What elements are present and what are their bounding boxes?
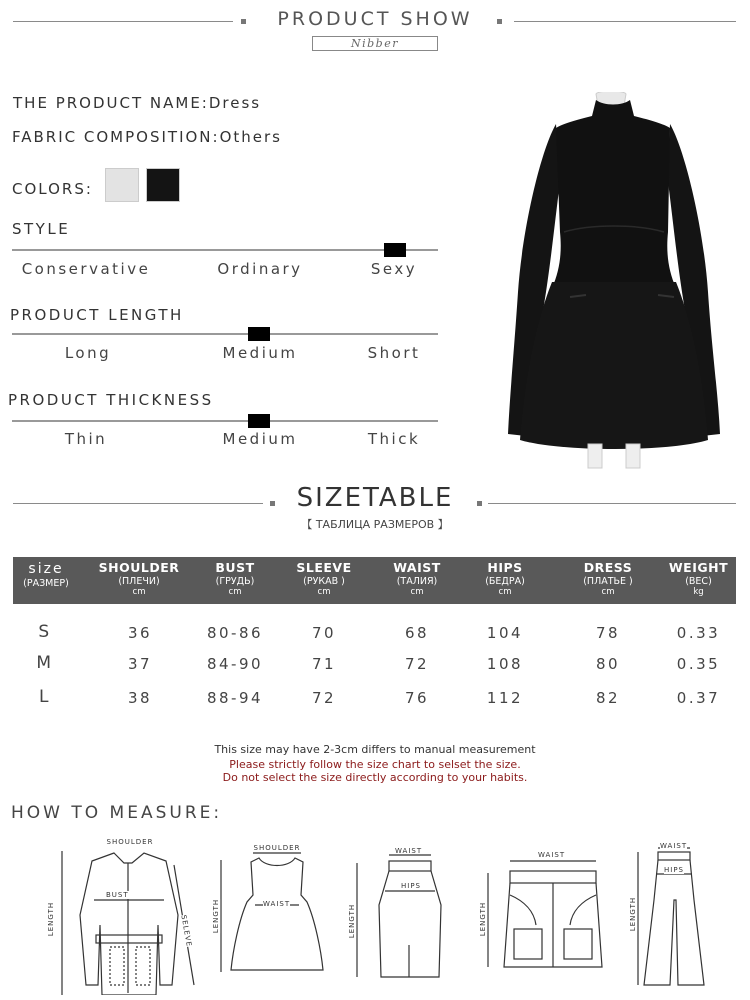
cell-waist: 68 [404, 624, 430, 642]
dress-shoulder-label: SHOULDER [253, 844, 301, 852]
fabric-row [12, 128, 282, 146]
product-name-value: Dress [208, 94, 262, 112]
header-cell-size: size (РАЗМЕР) [23, 561, 69, 589]
shorts-waist-label: WAIST [538, 851, 566, 859]
thickness-title: PRODUCT THICKNESS [8, 391, 214, 409]
note-follow-chart: Please strictly follow the size chart to selset the size. [229, 758, 521, 771]
cell-dress: 78 [595, 624, 621, 642]
size-table-header [13, 557, 736, 604]
pants-waist-label: WAIST [660, 842, 688, 850]
style-label-sexy: Sexy [370, 260, 418, 278]
header-rule-right [514, 21, 736, 22]
cell-bust: 80-86 [206, 624, 264, 642]
style-marker [384, 243, 406, 257]
length-label-short: Short [367, 344, 421, 362]
thickness-marker [248, 414, 270, 428]
page-title: PRODUCT SHOW [277, 8, 473, 30]
sizetable-subtitle: 【 ТАБЛИЦА РАЗМЕРОВ 】 [301, 518, 449, 531]
style-title: STYLE [12, 220, 71, 238]
cell-waist: 76 [404, 689, 430, 707]
cell-hips: 104 [486, 624, 524, 642]
dress-illustration [500, 92, 728, 470]
header-cell-shoulder: SHOULDER (ПЛЕЧИ) cm [98, 560, 180, 597]
style-label-conservative: Conservative [21, 260, 151, 278]
length-title: PRODUCT LENGTH [10, 306, 184, 324]
jacket-shoulder-label: SHOULDER [100, 838, 160, 846]
note-measurement: This size may have 2-3cm differs to manual measurement [214, 743, 536, 756]
cell-size: M [36, 653, 54, 673]
product-name-row [13, 94, 261, 112]
cell-weight: 0.35 [676, 655, 721, 673]
cell-shoulder: 37 [127, 655, 153, 673]
cell-size: L [39, 687, 51, 707]
header-cell-weight: WEIGHT (ВЕС) kg [668, 560, 729, 597]
jacket-bust-label: BUST [106, 891, 129, 899]
shorts-sketch [478, 845, 608, 975]
shorts-diagram [478, 845, 608, 975]
note-habits: Do not select the size directly according to your habits. [222, 771, 528, 784]
skirt-length-label: LENGTH [348, 903, 357, 939]
product-photo-dress [500, 92, 728, 470]
skirt-waist-label: WAIST [395, 847, 423, 855]
color-swatch-light-gray[interactable] [106, 169, 138, 201]
cell-sleeve: 71 [311, 655, 337, 673]
thickness-label-thin: Thin [64, 430, 108, 448]
cell-weight: 0.33 [676, 624, 721, 642]
length-label-long: Long [64, 344, 112, 362]
length-scale-line [12, 333, 438, 335]
dress-diagram [212, 840, 330, 985]
fabric-label: FABRIC COMPOSITION: [12, 128, 220, 146]
color-swatch-black[interactable] [147, 169, 179, 201]
cell-hips: 108 [486, 655, 524, 673]
cell-weight: 0.37 [676, 689, 721, 707]
jacket-diagram [48, 835, 208, 995]
dress-length-label: LENGTH [212, 898, 221, 934]
header-cell-hips: HIPS (БЕДРА) cm [485, 560, 525, 597]
sizetable-dot-right [477, 501, 482, 506]
style-label-ordinary: Ordinary [217, 260, 303, 278]
cell-waist: 72 [404, 655, 430, 673]
style-scale-line [12, 249, 438, 251]
header-cell-bust: BUST (ГРУДЬ) cm [215, 560, 255, 597]
cell-dress: 82 [595, 689, 621, 707]
colors-label: COLORS: [12, 180, 93, 198]
skirt-hips-label: HIPS [401, 882, 421, 890]
skirt-diagram [345, 845, 450, 985]
dress-waist-label: WAIST [263, 900, 291, 908]
cell-dress: 80 [595, 655, 621, 673]
header-cell-dress: DRESS (ПЛАТЬЕ ) cm [583, 560, 633, 597]
cell-hips: 112 [486, 689, 524, 707]
cell-bust: 88-94 [206, 689, 264, 707]
header-dot-right [497, 19, 502, 24]
pants-length-label: LENGTH [629, 896, 638, 932]
shorts-length-label: LENGTH [479, 901, 488, 937]
header-cell-waist: WAIST (ТАЛИЯ) cm [393, 560, 441, 597]
jacket-sleeve-label: SELEVE [179, 914, 193, 948]
thickness-scale-line [12, 420, 438, 422]
cell-sleeve: 72 [311, 689, 337, 707]
jacket-length-label: LENGTH [47, 901, 56, 937]
length-label-medium: Medium [222, 344, 298, 362]
cell-sleeve: 70 [311, 624, 337, 642]
skirt-sketch [345, 845, 450, 985]
how-to-measure-title: HOW TO MEASURE: [11, 803, 223, 823]
pants-diagram [620, 840, 730, 990]
dress-sketch [215, 840, 330, 985]
cell-shoulder: 38 [127, 689, 153, 707]
length-marker [248, 327, 270, 341]
brand-label: Nibber [312, 36, 438, 51]
thickness-label-medium: Medium [222, 430, 298, 448]
sizetable-title: SIZETABLE [296, 483, 454, 513]
product-name-label: THE PRODUCT NAME: [13, 94, 209, 112]
cell-shoulder: 36 [127, 624, 153, 642]
cell-size: S [38, 622, 52, 642]
pants-hips-label: HIPS [664, 866, 684, 874]
fabric-value: Others [219, 128, 282, 146]
cell-bust: 84-90 [206, 655, 264, 673]
sizetable-rule-right [488, 503, 736, 504]
header-cell-sleeve: SLEEVE (РУКАВ ) cm [296, 560, 352, 597]
thickness-label-thick: Thick [367, 430, 421, 448]
